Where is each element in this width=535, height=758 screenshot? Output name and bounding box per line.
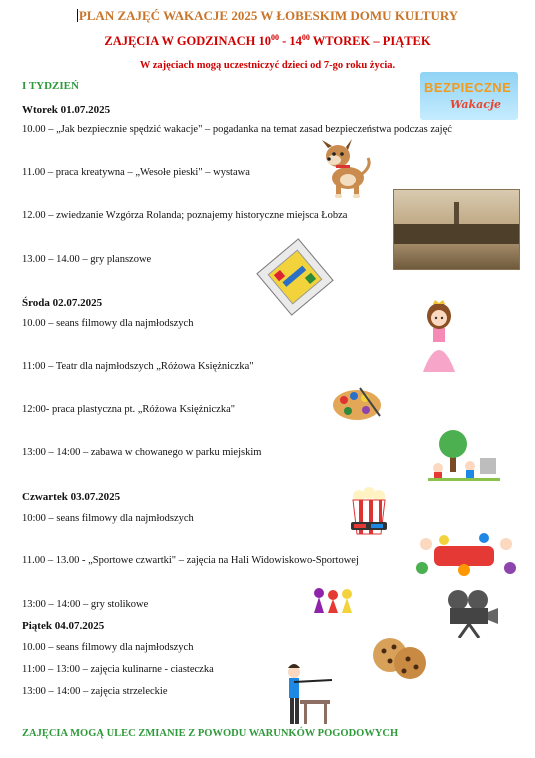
game-pawns-illustration	[311, 585, 355, 615]
dog-illustration	[318, 138, 376, 200]
subtitle-sup-end: 00	[301, 33, 310, 42]
park-hide-and-seek-illustration	[428, 428, 500, 482]
princess-illustration	[413, 298, 465, 374]
popcorn-cinema-illustration	[347, 486, 393, 542]
subtitle-middle: - 14	[278, 34, 302, 49]
day-heading-wednesday: Środa 02.07.2025	[22, 297, 103, 309]
schedule-item: 10:00 – seans filmowy dla najmłodszych	[22, 513, 194, 524]
schedule-item: 10.00 – seans filmowy dla najmłodszych	[22, 318, 194, 329]
text-cursor	[77, 9, 78, 22]
tower-shape	[454, 202, 459, 224]
schedule-item: 12:00- praca plastyczna pt. „Różowa Księżniczka"	[22, 404, 236, 415]
day-heading-tuesday: Wtorek 01.07.2025	[22, 104, 111, 116]
sport-kids-illustration	[414, 532, 518, 578]
week-label: I TYDZIEŃ	[22, 80, 79, 92]
day-heading-friday: Piątek 04.07.2025	[22, 620, 105, 632]
schedule-item: 11.00 – praca kreatywna – „Wesołe pieski" – wystawa	[22, 167, 250, 178]
cookies-illustration	[370, 635, 430, 681]
schedule-item: 11:00 – 13:00 – zajęcia kulinarne - ciasteczka	[22, 664, 214, 675]
subtitle-prefix: ZAJĘCIA W GODZINACH 10	[104, 34, 271, 49]
page-title	[0, 8, 535, 24]
schedule-item: 13.00 – 14.00 – gry planszowe	[22, 254, 152, 265]
badge-line1: BEZPIECZNE	[424, 80, 512, 95]
roland-hill-photo	[393, 189, 520, 270]
day-heading-thursday: Czwartek 03.07.2025	[22, 491, 121, 503]
hours-subtitle	[0, 33, 535, 49]
board-game-illustration	[256, 238, 334, 316]
schedule-item: 13:00 – 14:00 – zajęcia strzeleckie	[22, 686, 168, 697]
age-note: W zajęciach mogą uczestniczyć dzieci od 7-go roku życia.	[139, 60, 396, 71]
badge-line2: Wakacje	[450, 98, 501, 111]
film-projector-illustration	[444, 588, 500, 638]
paint-palette-illustration	[330, 386, 384, 422]
weather-disclaimer: ZAJĘCIA MOGĄ ULEC ZMIANIE Z POWODU WARUNKÓW POGODOWYCH	[22, 728, 399, 739]
schedule-item: 11:00 – Teatr dla najmłodszych „Różowa Księżniczka"	[22, 361, 254, 372]
subtitle-sup-start: 00	[270, 33, 279, 42]
schedule-item: 13:00 – 14:00 – gry stolikowe	[22, 599, 149, 610]
schedule-item: 12.00 – zwiedzanie Wzgórza Rolanda; poznajemy historyczne miejsca Łobza	[22, 210, 348, 221]
page-title-text: PLAN ZAJĘĆ WAKACJE 2025 W ŁOBESKIM DOMU KULTURY	[78, 8, 459, 23]
schedule-item: 10.00 – „Jak bezpiecznie spędzić wakacje" – pogadanka na temat zasad bezpieczeństwa podczas zajęć	[22, 124, 452, 135]
tree-line	[394, 224, 519, 244]
schedule-item: 13:00 – 14:00 – zabawa w chowanego w parku miejskim	[22, 447, 262, 458]
schedule-item: 10.00 – seans filmowy dla najmłodszych	[22, 642, 194, 653]
shooting-range-illustration	[282, 662, 334, 726]
subtitle-suffix: WTOREK – PIĄTEK	[309, 34, 431, 49]
safe-holidays-badge	[420, 72, 518, 120]
schedule-item: 11.00 – 13.00 - „Sportowe czwartki" – zajęcia na Hali Widowiskowo-Sportowej	[22, 555, 359, 566]
